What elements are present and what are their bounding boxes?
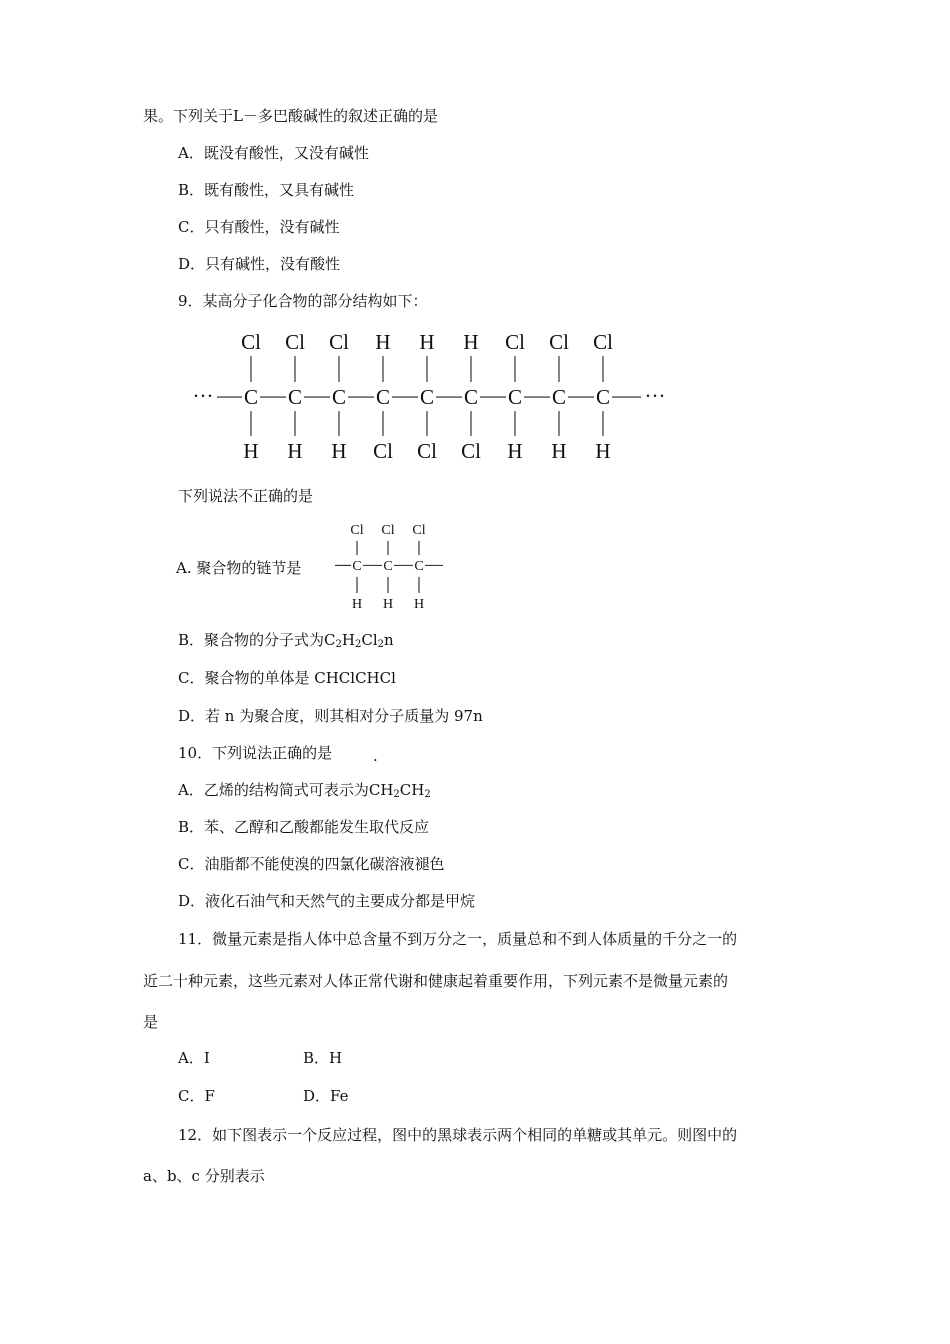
- q11-option-a: A．I: [178, 1049, 210, 1067]
- bottom-atom-label: H: [507, 439, 523, 463]
- carbon-atom-label: C: [595, 385, 611, 409]
- carbon-atom-label: C: [375, 385, 391, 409]
- carbon-atom-label: C: [331, 385, 347, 409]
- carbon-atom-label: C: [414, 559, 424, 574]
- top-atom-label: Cl: [329, 330, 349, 354]
- q11-line-1: 11．微量元素是指人体中总含量不到万分之一，质量总和不到人体质量的千分之一的: [178, 930, 738, 948]
- formula-cl-sub: 2: [377, 639, 385, 650]
- carbon-atom-label: C: [383, 559, 393, 574]
- q9-option-b-prefix: B．聚合物的分子式为: [178, 631, 325, 649]
- top-atom-label: Cl: [593, 330, 613, 354]
- q10-option-d: D．液化石油气和天然气的主要成分都是甲烷: [178, 892, 476, 910]
- q12-line-2: a、b、c 分别表示: [143, 1167, 265, 1185]
- formula-cl: Cl: [361, 631, 378, 649]
- formula-c-sub: 2: [335, 639, 342, 650]
- q11-option-d: D．Fe: [303, 1087, 349, 1105]
- formula-ch-1: CH: [368, 781, 394, 799]
- q10-stem: 10．下列说法正确的是: [178, 744, 333, 762]
- top-atom-label: Cl: [549, 330, 569, 354]
- repeat-unit-diagram: [333, 518, 448, 614]
- formula-ch-2: CH: [399, 781, 425, 799]
- q11-option-c: C．F: [178, 1087, 215, 1105]
- formula-n: n: [384, 631, 394, 649]
- bottom-atom-label: H: [287, 439, 303, 463]
- formula-c: C: [324, 631, 336, 649]
- q8-option-a: A．既没有酸性，又没有碱性: [178, 144, 369, 162]
- q9-prompt: 下列说法不正确的是: [178, 487, 314, 505]
- carbon-atom-label: C: [352, 559, 362, 574]
- top-atom-label: Cl: [412, 523, 426, 538]
- bottom-atom-label: Cl: [461, 439, 481, 463]
- top-atom-label: Cl: [350, 523, 364, 538]
- top-atom-label: Cl: [285, 330, 305, 354]
- q8-option-c: C．只有酸性，没有碱性: [178, 218, 340, 236]
- bottom-atom-label: Cl: [417, 439, 437, 463]
- formula-h: H: [341, 631, 355, 649]
- q9-option-b: [178, 630, 394, 650]
- top-atom-label: H: [463, 330, 479, 354]
- carbon-atom-label: C: [419, 385, 435, 409]
- formula-h-sub: 2: [354, 639, 362, 650]
- carbon-atom-label: C: [287, 385, 303, 409]
- q10-option-b: B．苯、乙醇和乙酸都能发生取代反应: [178, 818, 430, 836]
- formula-sub-1: 2: [393, 789, 400, 800]
- top-atom-label: H: [375, 330, 391, 354]
- q9-stem: 9．某高分子化合物的部分结构如下：: [178, 292, 428, 310]
- q11-option-b: B．H: [303, 1049, 343, 1067]
- chain-ellipsis-right: ···: [644, 384, 666, 408]
- top-atom-label: Cl: [381, 523, 395, 538]
- q11-line-3: 是: [143, 1013, 159, 1031]
- q10-dot: .: [373, 747, 378, 765]
- carbon-atom-label: C: [463, 385, 479, 409]
- q10-option-c: C．油脂都不能使溴的四氯化碳溶液褪色: [178, 855, 445, 873]
- q8-option-b: B．既有酸性，又具有碱性: [178, 181, 355, 199]
- q11-line-2: 近二十种元素，这些元素对人体正常代谢和健康起着重要作用，下列元素不是微量元素的: [143, 972, 729, 990]
- top-atom-label: H: [419, 330, 435, 354]
- bottom-atom-label: H: [595, 439, 611, 463]
- bottom-atom-label: H: [243, 439, 259, 463]
- q9-option-d: D．若 n 为聚合度，则其相对分子质量为 97n: [178, 707, 483, 725]
- top-atom-label: Cl: [241, 330, 261, 354]
- bottom-atom-label: H: [351, 597, 363, 612]
- formula-sub-2: 2: [424, 789, 431, 800]
- q9-option-a-prefix: A. 聚合物的链节是: [176, 559, 302, 577]
- bottom-atom-label: Cl: [373, 439, 393, 463]
- q8-stem-tail: 果。下列关于L－多巴酸碱性的叙述正确的是: [143, 107, 438, 125]
- bottom-atom-label: H: [413, 597, 425, 612]
- bottom-atom-label: H: [331, 439, 347, 463]
- top-atom-label: Cl: [505, 330, 525, 354]
- chain-ellipsis-left: ···: [192, 384, 214, 408]
- q12-line-1: 12．如下图表示一个反应过程，图中的黑球表示两个相同的单糖或其单元。则图中的: [178, 1126, 738, 1144]
- bottom-atom-label: H: [382, 597, 394, 612]
- q8-option-d: D．只有碱性，没有酸性: [178, 255, 341, 273]
- q10-option-a-prefix: A．乙烯的结构简式可表示为: [178, 781, 369, 799]
- polymer-structure-diagram: [185, 325, 675, 465]
- q9-option-c: C．聚合物的单体是 CHClCHCl: [178, 669, 396, 687]
- bottom-atom-label: H: [551, 439, 567, 463]
- carbon-atom-label: C: [507, 385, 523, 409]
- q10-option-a: [178, 780, 431, 800]
- carbon-atom-label: C: [243, 385, 259, 409]
- carbon-atom-label: C: [551, 385, 567, 409]
